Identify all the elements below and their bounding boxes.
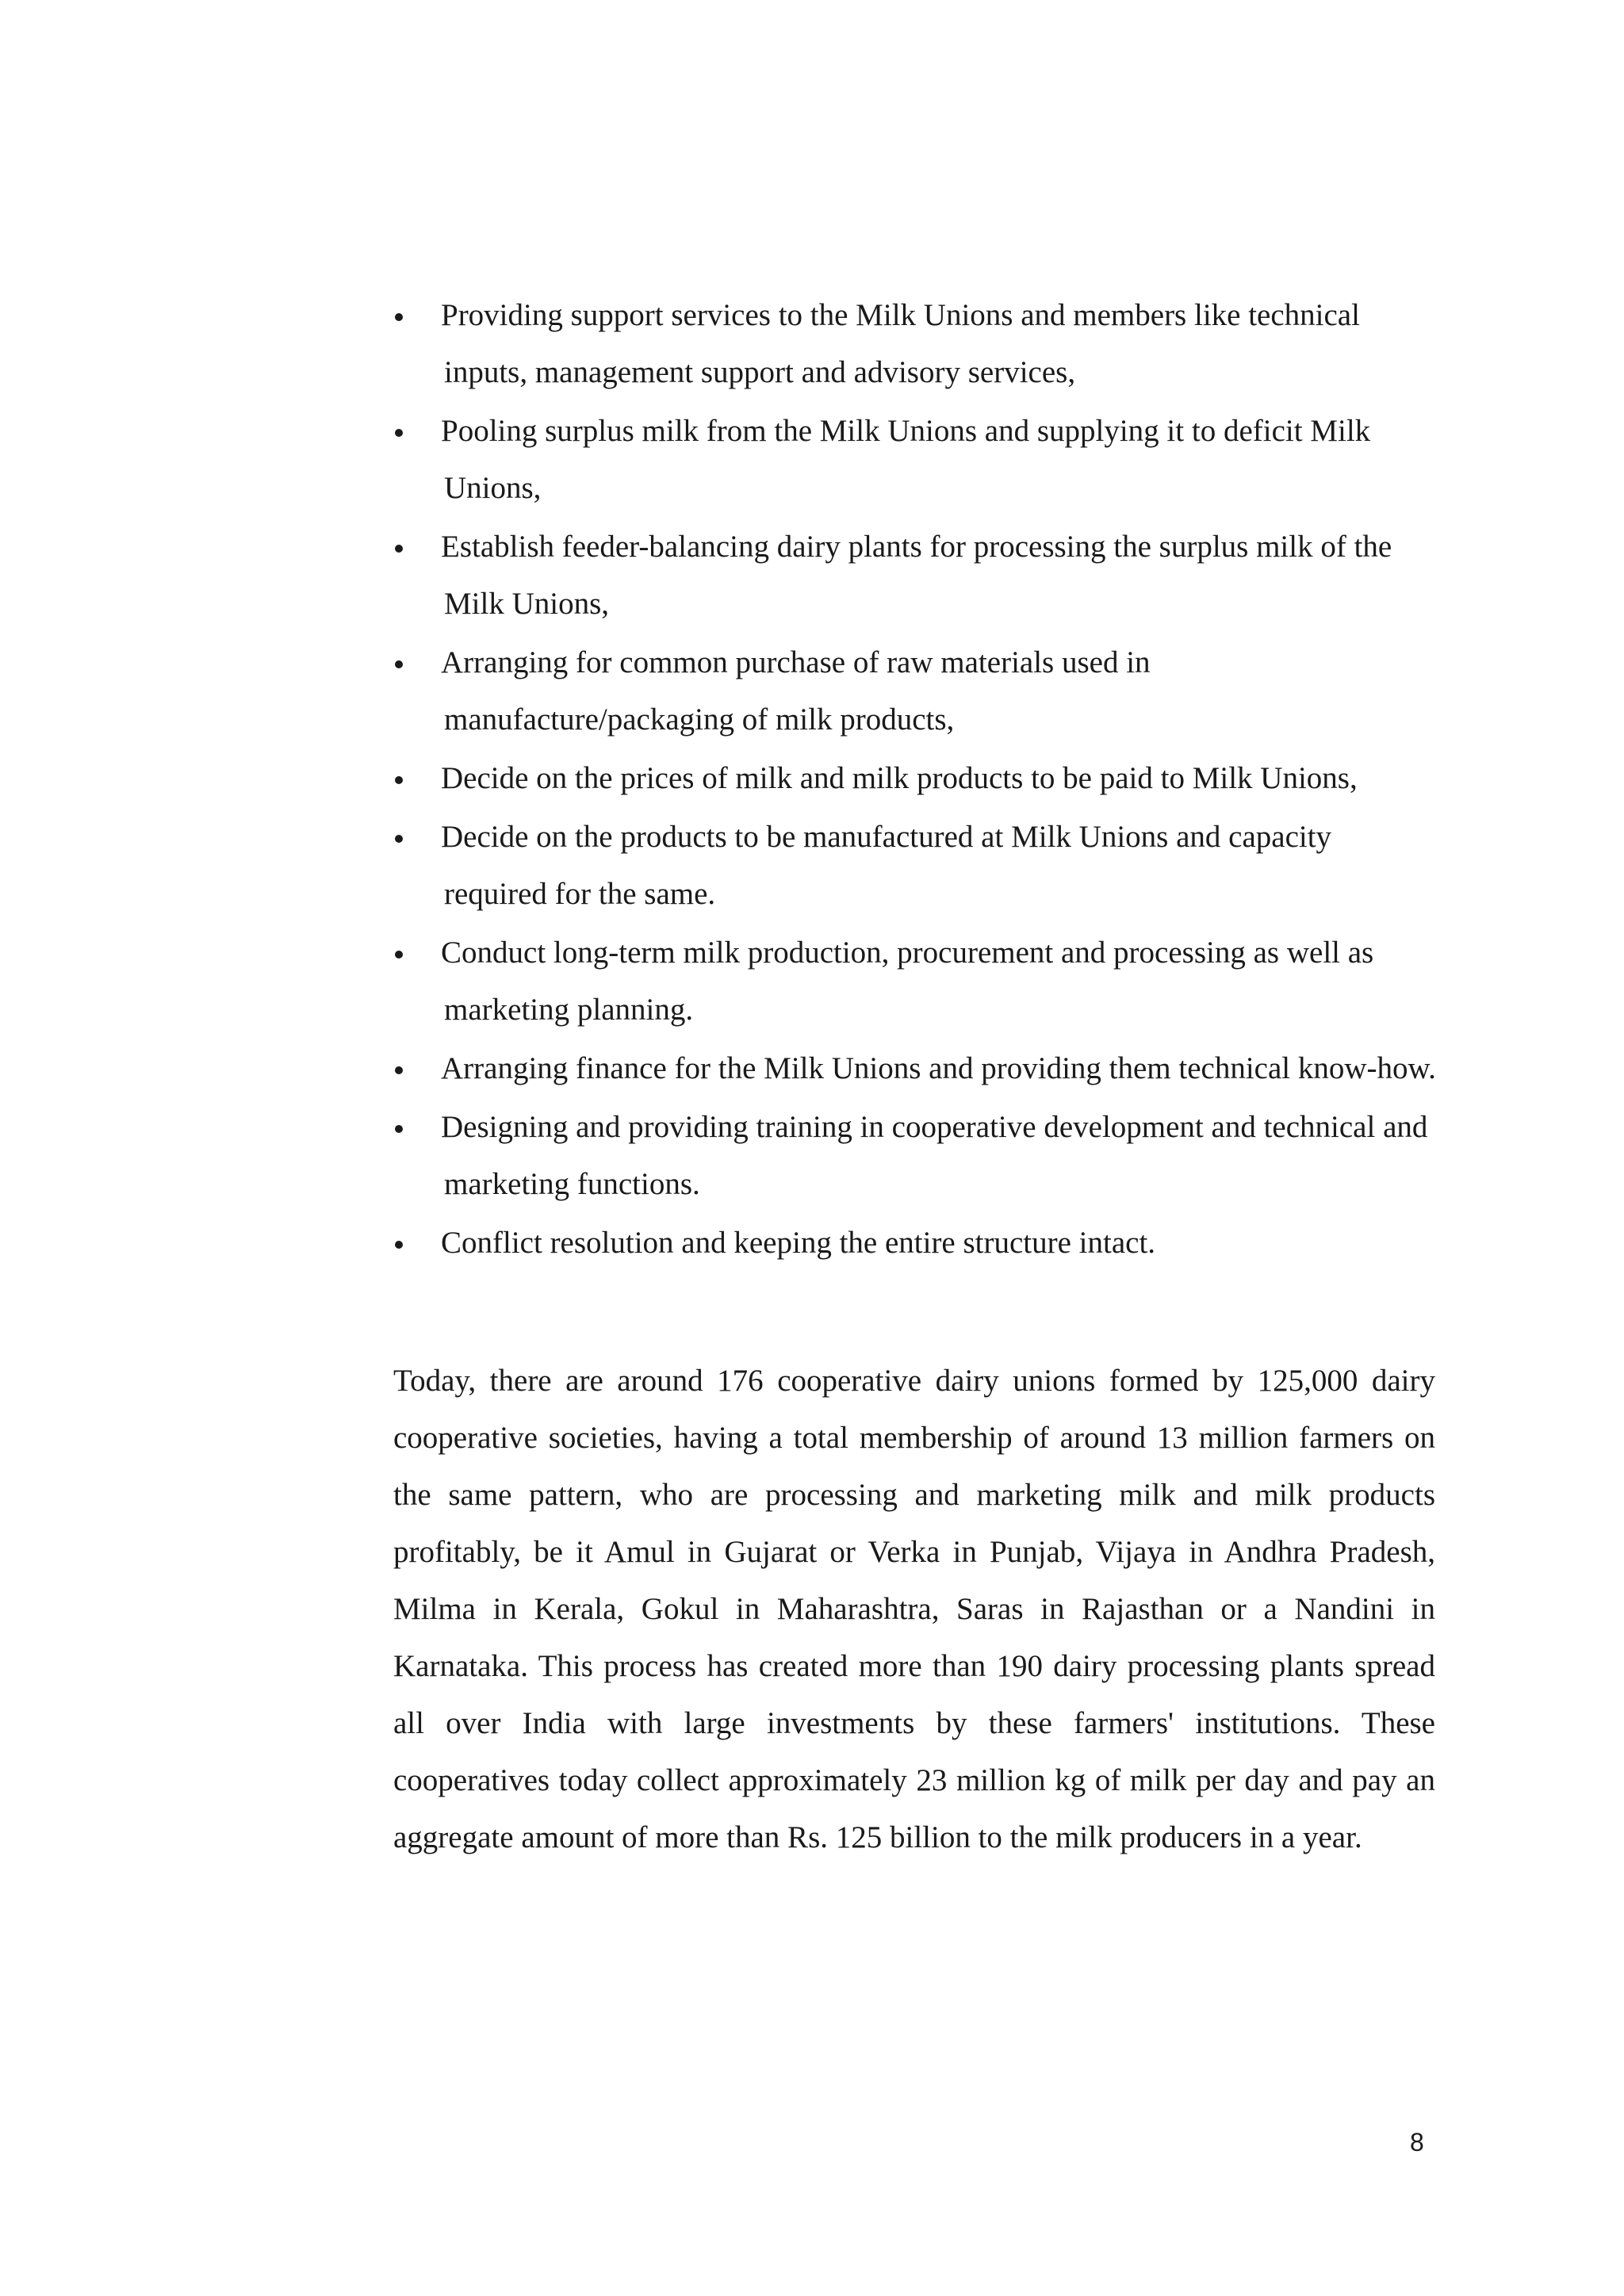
list-item-text: Arranging for common purchase of raw materials used in manufacture/packaging of milk products, (441, 645, 1151, 737)
list-item-text: Providing support services to the Milk Unions and members like technical inputs, management support and advisory services, (441, 298, 1360, 389)
bullet-icon (395, 776, 403, 784)
bullet-icon (395, 1125, 403, 1133)
bullet-list (392, 287, 1438, 1273)
list-item (392, 287, 1438, 401)
list-item-text: Designing and providing training in cooperative development and technical and marketing functions. (441, 1110, 1428, 1201)
list-item-text: Decide on the prices of milk and milk products to be paid to Milk Unions, (441, 761, 1358, 795)
bullet-icon (395, 313, 403, 321)
list-item-text: Establish feeder-balancing dairy plants for processing the surplus milk of the Milk Unions, (441, 530, 1392, 621)
page-number: 8 (1410, 2128, 1424, 2156)
list-item (392, 634, 1438, 748)
bullet-icon (395, 951, 403, 959)
bullet-icon (395, 835, 403, 843)
list-item (392, 1215, 1438, 1272)
list-item-text: Arranging finance for the Milk Unions and providing them technical know-how. (441, 1051, 1436, 1085)
list-item (392, 750, 1438, 807)
list-item-text: Decide on the products to be manufactured at Milk Unions and capacity required for the same. (441, 820, 1332, 911)
list-item (392, 1040, 1438, 1097)
bullet-icon (395, 660, 403, 668)
list-item (392, 403, 1438, 517)
bullet-icon (395, 429, 403, 437)
body-paragraph: Today, there are around 176 cooperative dairy unions formed by 125,000 dairy cooperative societies, having a total membership of around 13 million farmers on the same pattern, who are processing and marketing milk and milk products profitably, be it Amul in Gujarat or Verka in Punjab, Vijaya in Andhra Pradesh, Milma in Kerala, Gokul in Maharashtra, Saras in Rajasthan or a Nandini in Karnataka. This process has created more than 190 dairy processing plants spread all over India with large investments by these farmers' institutions. These cooperatives today collect approximately 23 million kg of milk per day and pay an aggregate amount of more than Rs. 125 billion to the milk producers in a year. (393, 1364, 1435, 1854)
bullet-icon (395, 1241, 403, 1249)
list-item (392, 924, 1438, 1039)
list-item (392, 1099, 1438, 1213)
bullet-icon (395, 545, 403, 553)
list-item (392, 809, 1438, 923)
list-item-text: Conduct long-term milk production, procurement and processing as well as marketing planning. (441, 936, 1374, 1027)
list-item-text: Pooling surplus milk from the Milk Unions and supplying it to deficit Milk Unions, (441, 414, 1371, 505)
bullet-icon (395, 1066, 403, 1074)
list-item-text: Conflict resolution and keeping the entire structure intact. (441, 1226, 1156, 1260)
list-item (392, 519, 1438, 633)
